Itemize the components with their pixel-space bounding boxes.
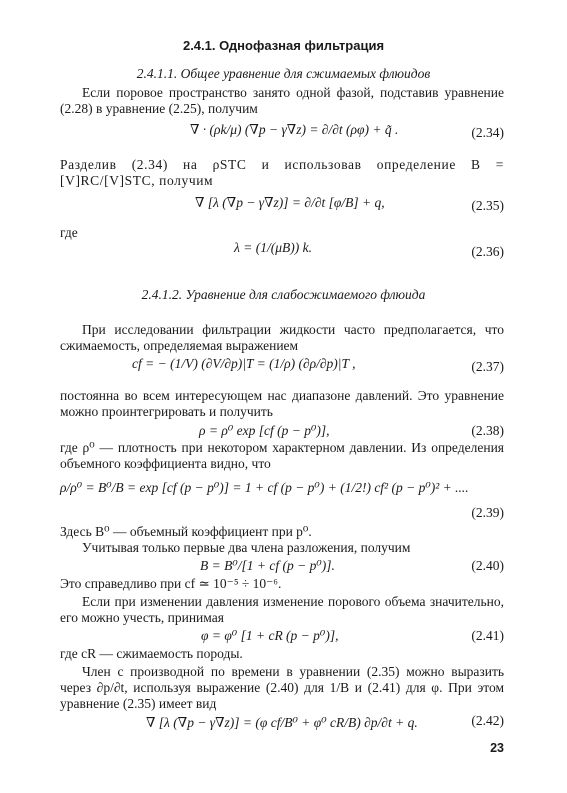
equation-2-41: φ = φ⁰ [1 + cR (p − p⁰)], — [201, 628, 339, 643]
paragraph: Если при изменении давления изменение порового объема значительно, его можно учесть, принимая — [60, 594, 504, 626]
equation-2-35: ∇ [λ (∇p − γ∇z)] = ∂/∂t [φ/B] + q, — [195, 195, 385, 210]
paragraph: Разделив (2.34) на ρSTC и использовав определение B = [V]RC/[V]STC, получим — [60, 157, 504, 189]
subsection-heading-2: 2.4.1.2. Уравнение для слабосжимаемого флюида — [141, 287, 426, 302]
paragraph: где ρ⁰ — плотность при некотором характерном давлении. Из определения объемного коэффициента видно, что — [60, 440, 504, 472]
equation-2-39: ρ/ρ⁰ = B⁰/B = exp [cf (p − p⁰)] = 1 + cf (p − p⁰) + (1/2!) cf² (p − p⁰)² + .... — [60, 480, 469, 495]
paragraph: где — [60, 225, 78, 240]
equation-number: (2.34) — [471, 125, 504, 140]
equation-number: (2.41) — [471, 628, 504, 643]
equation-2-34: ∇ · (ρk/μ) (∇p − γ∇z) = ∂/∂t (ρφ) + q̃ . — [190, 122, 399, 137]
equation-2-36: λ = (1/(μB)) k. — [234, 240, 312, 255]
paragraph: где cR — сжимаемость породы. — [60, 646, 243, 661]
equation-number: (2.38) — [471, 423, 504, 438]
equation-number: (2.40) — [471, 558, 504, 573]
equation-2-40: B = B⁰/[1 + cf (p − p⁰)]. — [200, 558, 335, 573]
paragraph: Это справедливо при cf ≃ 10⁻⁵ ÷ 10⁻⁶. — [60, 576, 282, 591]
paragraph: Здесь B⁰ — объемный коэффициент при p⁰. — [60, 524, 312, 539]
page-number: 23 — [490, 741, 504, 755]
equation-number: (2.37) — [471, 359, 504, 374]
subsection-heading-1: 2.4.1.1. Общее уравнение для сжимаемых флюидов — [136, 66, 431, 81]
equation-number: (2.42) — [471, 713, 504, 728]
paragraph: Учитывая только первые два члена разложения, получим — [82, 540, 411, 555]
equation-2-42: ∇ [λ (∇p − γ∇z)] = (φ cf/B⁰ + φ⁰ cR/B) ∂p/∂t + q. — [146, 715, 418, 730]
paragraph: Член с производной по времени в уравнении (2.35) можно выразить через ∂p/∂t, используя выражение (2.40) для 1/B и (2.41) для φ. При этом уравнение (2.35) имеет вид — [60, 664, 504, 712]
equation-2-37: cf = − (1/V) (∂V/∂p)|T = (1/ρ) (∂ρ/∂p)|T , — [132, 356, 356, 371]
equation-number: (2.35) — [471, 198, 504, 213]
paragraph: При исследовании фильтрации жидкости часто предполагается, что сжимаемость, определяемая выражением — [60, 322, 504, 354]
equation-number: (2.39) — [471, 505, 504, 520]
equation-2-38: ρ = ρ⁰ exp [cf (p − p⁰)], — [199, 423, 330, 438]
equation-number: (2.36) — [471, 244, 504, 259]
section-heading: 2.4.1. Однофазная фильтрация — [182, 38, 385, 53]
paragraph: постоянна во всем интересующем нас диапазоне давлений. Это уравнение можно проинтегрировать и получить — [60, 388, 504, 420]
paragraph: Если поровое пространство занято одной фазой, подставив уравнение (2.28) в уравнение (2.25), получим — [60, 85, 504, 117]
